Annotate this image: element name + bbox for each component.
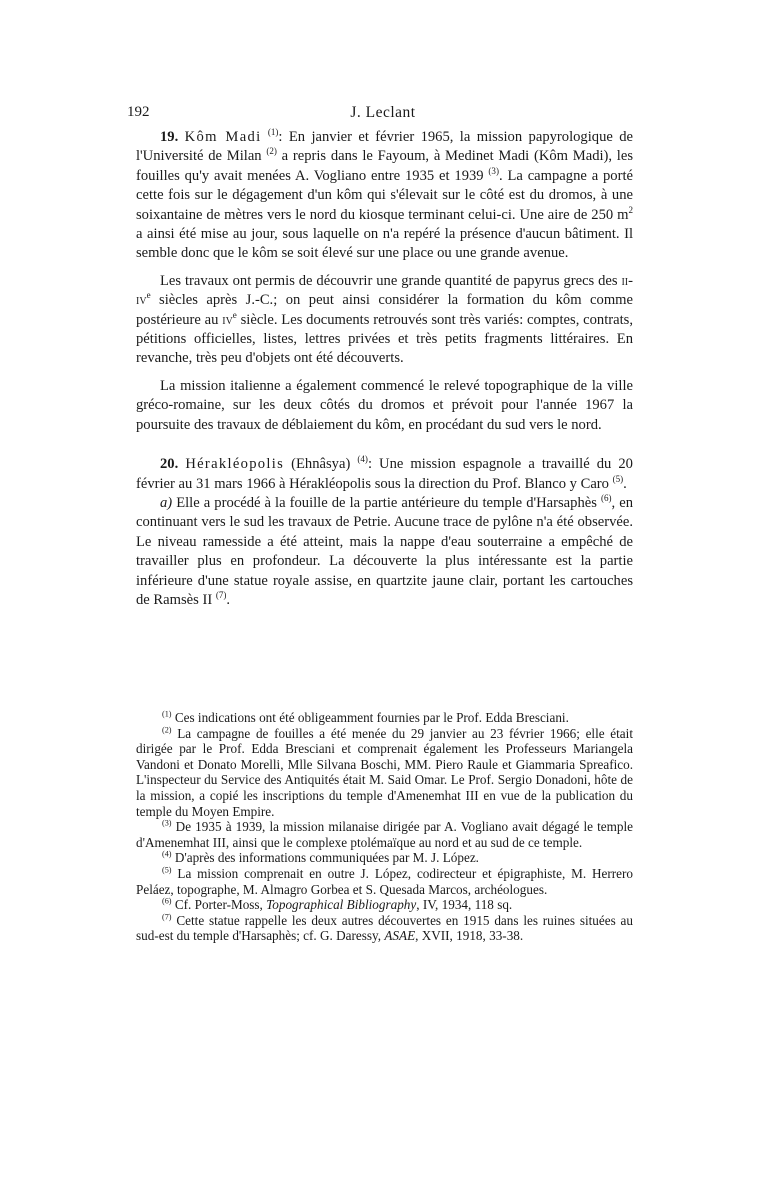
- footnote-ref-3: (3): [488, 165, 499, 176]
- text-run: siècles après J.-C.; on peut ainsi considérer la formation du kôm comme postérieure au: [136, 292, 633, 328]
- century-numeral: iv: [222, 311, 233, 328]
- century-numeral: ii-iv: [136, 272, 633, 309]
- text-run: .: [226, 591, 231, 608]
- footnotes: [136, 710, 633, 944]
- text-run: : Une mission espagnole a travaillé du 20 février au 31 mars 1966 à Hérakléopolis sous la direction du Prof. Blanco y Caro: [136, 456, 633, 492]
- footnote-ref-4: (4): [357, 454, 368, 465]
- footnote-marker: (4): [162, 849, 172, 859]
- footnote-ref-2: (2): [266, 146, 277, 157]
- citation-title: ASAE: [384, 928, 416, 944]
- section-19-paragraph-2: [136, 272, 633, 369]
- section-20-number: 20.: [160, 456, 179, 473]
- section-19-place: Kôm Madi: [184, 129, 262, 145]
- text-run: a repris dans le Fayoum, à Medinet Madi (Kôm Madi), les fouilles qu'y avait menées A. Vogliano entre 1935 et 1939: [136, 148, 634, 184]
- superscript: e: [232, 309, 237, 320]
- running-head: J. Leclant: [350, 104, 416, 121]
- page-header: [127, 104, 639, 126]
- footnote-text: Ces indications ont été obligeamment fournies par le Prof. Edda Bresciani.: [171, 710, 569, 725]
- footnote-text: De 1935 à 1939, la mission milanaise dirigée par A. Vogliano avait dégagé le temple d'Amenemhat III, ainsi que le complexe ptolémaïque au nord et au sud de ce temple.: [136, 819, 633, 850]
- text-run: (Ehnâsya): [284, 456, 358, 473]
- footnote-ref-5: (5): [612, 473, 624, 484]
- citation-title: Topographical Bibliography: [266, 897, 417, 913]
- footnote-7: [136, 913, 633, 944]
- footnote-marker: (6): [162, 896, 172, 906]
- footnote-marker: (5): [162, 865, 172, 875]
- footnote-text: D'après des informations communiquées par M. J. López.: [171, 850, 479, 866]
- footnote-text: , IV, 1934, 118 sq.: [416, 897, 513, 913]
- text-run: .: [623, 475, 627, 492]
- footnote-ref-6: (6): [600, 493, 612, 504]
- footnote-marker: (7): [162, 912, 172, 922]
- section-19-number: 19.: [160, 129, 179, 145]
- section-19-paragraph-3: La mission italienne a également commencé le relevé topographique de la ville gréco-romaine, sur les deux côtés du dromos et prévoit pour l'année 1967 la poursuite des travaux de déblaiement du kôm, en procédant du sud vers le nord.: [136, 377, 633, 433]
- text-run: Les travaux ont permis de découvrir une grande quantité de papyrus grecs des: [160, 272, 622, 289]
- footnote-text: La mission comprenait en outre J. López, codirecteur et épigraphiste, M. Herrero Peláez, topographe, M. Almagro Gorbea et S. Quesada Marcos, archéologues.: [136, 865, 633, 897]
- text-run: siècle. Les documents retrouvés sont très variés: comptes, contrats, pétitions officielles, listes, lettres privées et très petits fragments littéraires. En revanche, très peu d'objets ont été découverts.: [136, 311, 633, 367]
- section-20-paragraph-1: [136, 455, 633, 494]
- footnote-text: Cf. Porter-Moss,: [171, 897, 267, 913]
- page-number: 192: [127, 104, 150, 120]
- text-run: . La campagne a porté cette fois sur le dégagement d'un kôm qui s'élevait sur le côté est du dromos, à une soixantaine de mètres vers le nord du kiosque terminant celui-ci. Une aire de 250 m: [136, 167, 633, 223]
- superscript: 2: [628, 204, 633, 215]
- footnote-text: , XVII, 1918, 33-38.: [415, 928, 524, 944]
- footnote-marker: (3): [162, 818, 172, 828]
- section-20-paragraph-2: [136, 494, 633, 610]
- item-label: a): [160, 494, 173, 511]
- main-text: [136, 128, 633, 610]
- footnote-1: [136, 710, 633, 726]
- footnote-marker: (2): [162, 725, 172, 735]
- footnote-marker: (1): [162, 709, 172, 719]
- superscript: e: [146, 290, 151, 301]
- footnote-text: La campagne de fouilles a été menée du 29 janvier au 23 février 1966; elle était dirigée par le Prof. Edda Bresciani et comprenait également les Professeurs Mariangela Vandoni et Donato Morelli, Mlle Silvana Boschi, MM. Piero Raule et Giammaria Spreafico. L'inspecteur du Service des Antiquités était M. Said Omar. Le Prof. Sergio Donadoni, hôte de la mission, a copié les inscriptions du temple d'Amenemhat III en vue de la publication du temple du Moyen Empire.: [136, 725, 633, 819]
- footnote-text: Cette statue rappelle les deux autres découvertes en 1915 dans les ruines situées au sud-est du temple d'Harsaphès; cf. G. Daressy,: [136, 912, 633, 944]
- footnote-3: [136, 819, 633, 850]
- footnote-ref-7: (7): [215, 590, 227, 601]
- footnote-5: [136, 866, 633, 897]
- footnote-4: [136, 850, 633, 866]
- section-20-place: Hérakléopolis: [185, 456, 285, 473]
- section-19-paragraph-1: [136, 128, 633, 264]
- footnote-ref-1: (1): [267, 127, 279, 138]
- text-run: Elle a procédé à la fouille de la partie antérieure du temple d'Harsaphès: [172, 494, 601, 511]
- footnote-6: [136, 897, 633, 913]
- footnote-2: [136, 726, 633, 820]
- text-run: , en continuant vers le sud les travaux de Petrie. Aucune trace de pylône n'a été observée. Le niveau ramesside a été atteint, mais la nappe d'eau souterraine a empêché de travailler plus en profondeur. La découverte la plus intéressante est la partie inférieure d'une statue royale assise, en quartzite jaune clair, portant les cartouches de Ramsès II: [136, 494, 634, 608]
- text-run: : En janvier et février 1965, la mission papyrologique de l'Université de Milan: [136, 129, 634, 165]
- text-run: a ainsi été mise au jour, sous laquelle on n'a repéré la présence d'aucun bâtiment. Il semble donc que le kôm se soit élevé sur une place ou une grande avenue.: [136, 226, 633, 262]
